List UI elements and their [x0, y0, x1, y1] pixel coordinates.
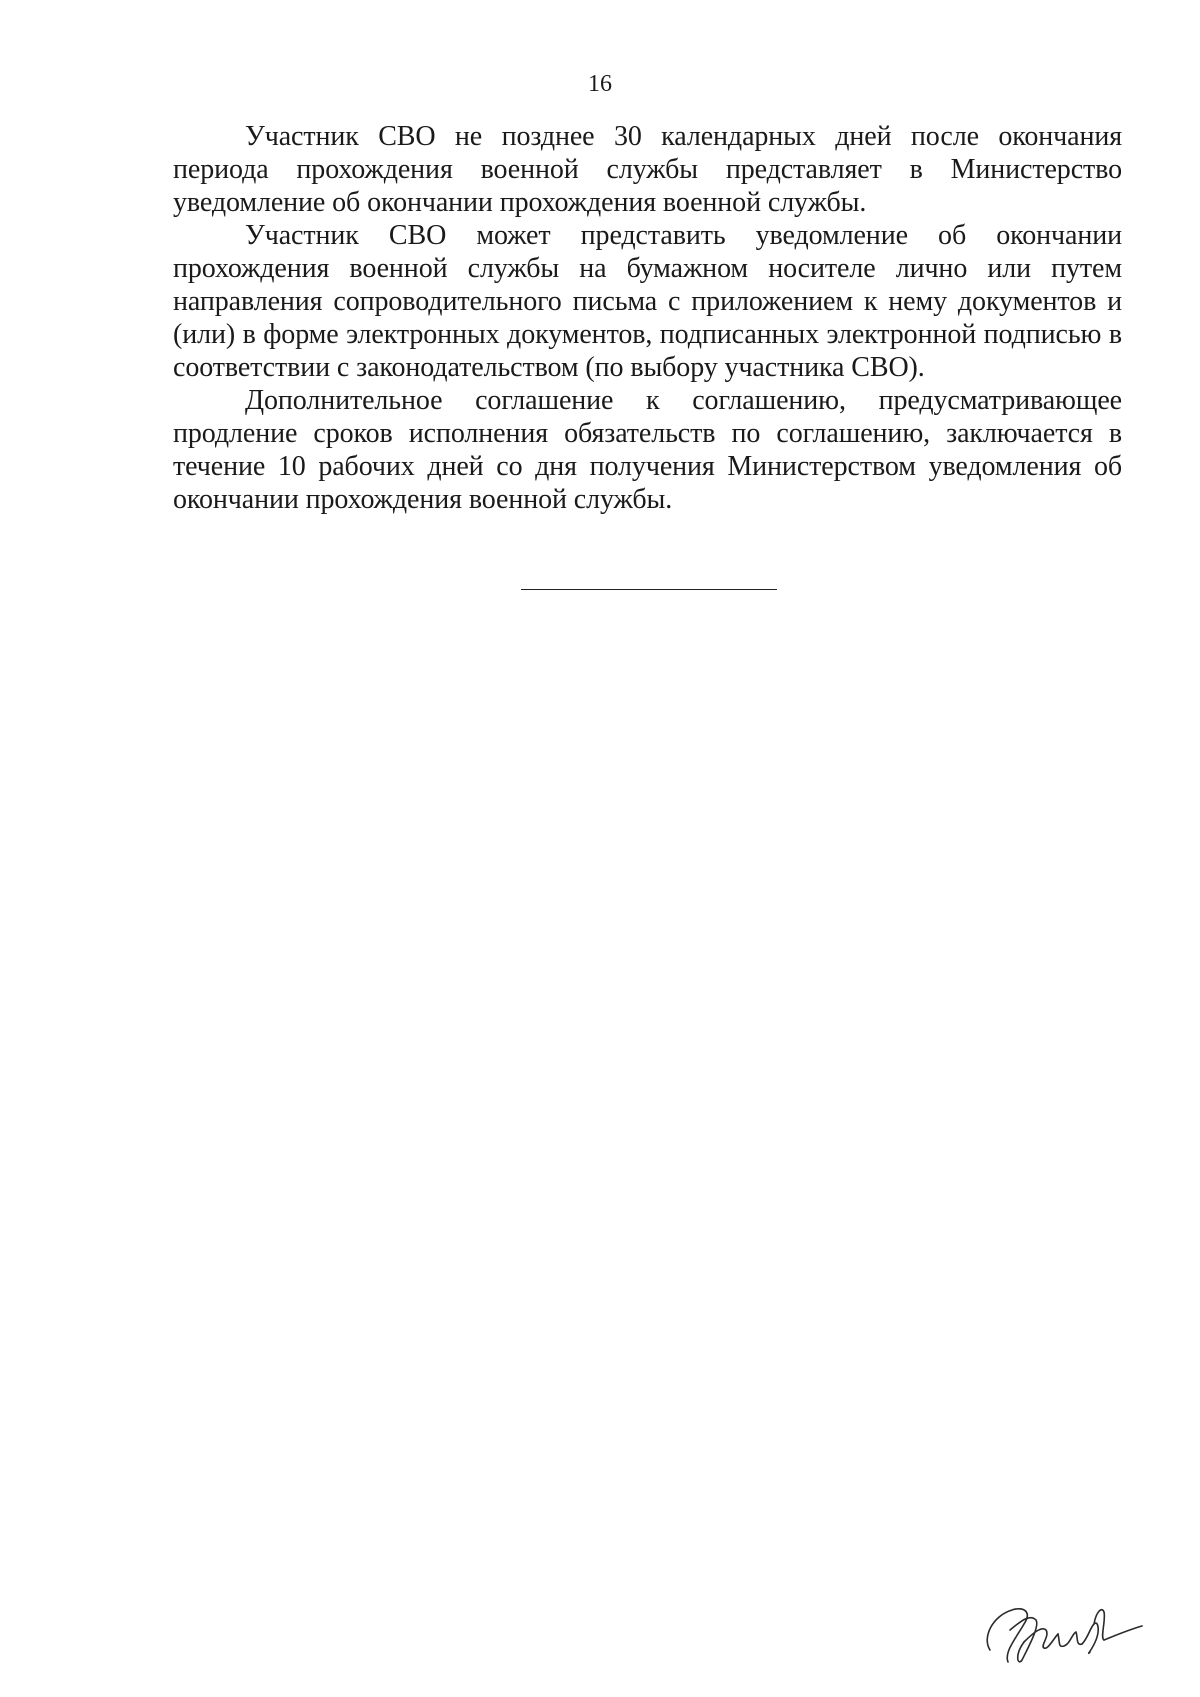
- page-number: 16: [588, 71, 612, 97]
- closing-divider: [521, 589, 777, 590]
- paragraph-supplementary-agreement: Дополнительное соглашение к соглашению, предусматривающее продление сроков исполнения обязательств по соглашению, заключается в течение 10 рабочих дней со дня получения Министерством уведомления об окончании прохождения военной службы.: [173, 385, 1122, 515]
- document-body: [173, 120, 1122, 516]
- handwritten-signature: [978, 1590, 1148, 1670]
- paragraph-notification-deadline: Участник СВО не позднее 30 календарных дней после окончания периода прохождения военной службы представляет в Министерство уведомление об окончании прохождения военной службы.: [173, 121, 1122, 218]
- paragraph-submission-methods: Участник СВО может представить уведомление об окончании прохождения военной службы на бумажном носителе лично или путем направления сопроводительного письма с приложением к нему документов и (или) в форме электронных документов, подписанных электронной подписью в соответствии с законодательством (по выбору участника СВО).: [173, 220, 1122, 383]
